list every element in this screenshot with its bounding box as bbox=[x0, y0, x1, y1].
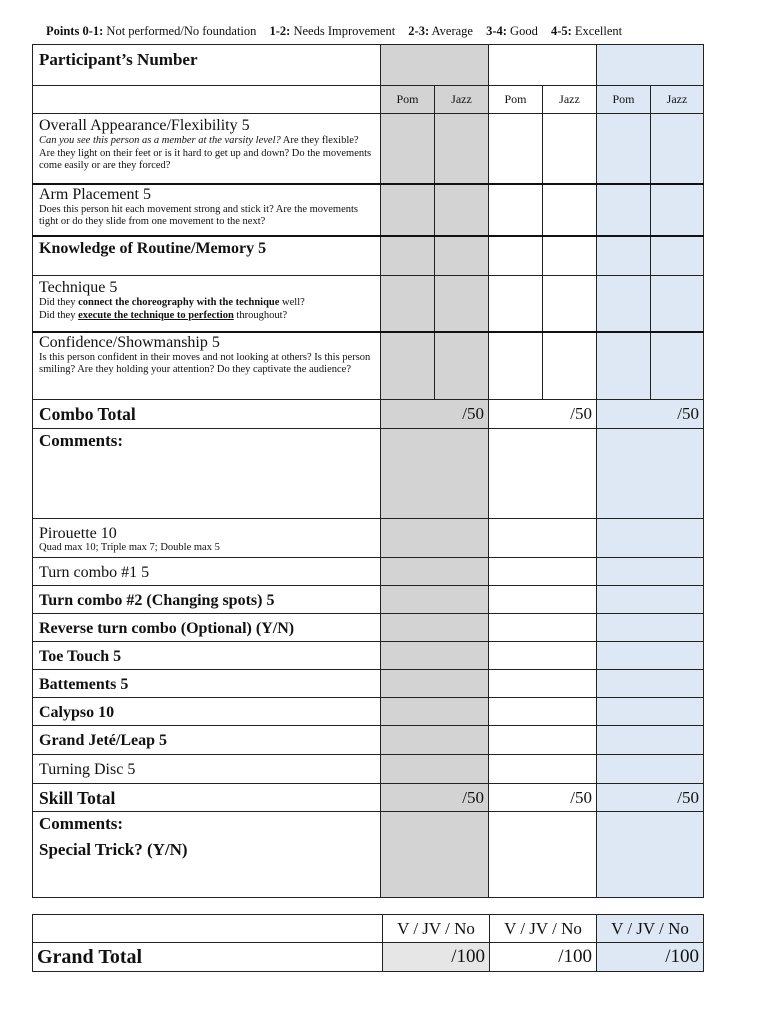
combo-total-label: Combo Total bbox=[33, 400, 381, 429]
skill-description: Quad max 10; Triple max 7; Double max 5 bbox=[39, 541, 220, 553]
skill-title: Calypso 10 bbox=[33, 698, 381, 726]
score-judge2-jazz[interactable] bbox=[543, 332, 597, 400]
score-judge2-jazz[interactable] bbox=[543, 236, 597, 276]
skill-total-row bbox=[33, 784, 704, 812]
skill-row-turn-combo-2 bbox=[33, 586, 704, 614]
criterion-description-line1: Did they connect the choreography with the technique well? bbox=[39, 297, 305, 308]
legend-text-1-2: Needs Improvement bbox=[290, 24, 396, 38]
score-judge2-pom[interactable] bbox=[489, 236, 543, 276]
combo-comments-judge1[interactable] bbox=[381, 429, 489, 519]
score-judge2-pom[interactable] bbox=[489, 332, 543, 400]
score-judge3-pom[interactable] bbox=[597, 114, 651, 184]
score-judge3-pom[interactable] bbox=[597, 184, 651, 236]
skill-title: Toe Touch 5 bbox=[33, 642, 381, 670]
score-judge1-jazz[interactable] bbox=[435, 276, 489, 332]
participant-number-row bbox=[33, 45, 704, 86]
skill-score-judge1[interactable] bbox=[381, 698, 489, 726]
score-judge3-jazz[interactable] bbox=[651, 184, 704, 236]
score-judge1-jazz[interactable] bbox=[435, 236, 489, 276]
criterion-row-technique bbox=[33, 276, 704, 332]
score-judge1-pom[interactable] bbox=[381, 184, 435, 236]
combo-comments-judge2[interactable] bbox=[489, 429, 597, 519]
legend-text-0-1: Not performed/No foundation bbox=[103, 24, 257, 38]
skill-score-judge1[interactable] bbox=[381, 558, 489, 586]
legend-key-4-5: 4-5: bbox=[550, 24, 572, 38]
judge3-pom-header: Pom bbox=[597, 86, 651, 114]
combo-comments-row bbox=[33, 429, 704, 519]
skill-score-judge2[interactable] bbox=[489, 670, 597, 698]
pom-jazz-header-row bbox=[33, 86, 704, 114]
score-judge1-jazz[interactable] bbox=[435, 184, 489, 236]
skill-score-judge1[interactable] bbox=[381, 586, 489, 614]
criterion-description: Does this person hit each movement strong and stick it? Are the movements tight or do they slide from one movement to the next? bbox=[39, 203, 359, 227]
final-comments-row bbox=[33, 812, 704, 898]
final-comments-label: Comments: bbox=[39, 814, 124, 833]
score-judge3-pom[interactable] bbox=[597, 236, 651, 276]
criterion-description-line2: Did they execute the technique to perfection throughout? bbox=[39, 309, 288, 321]
skill-total-judge3[interactable]: /50 bbox=[597, 784, 704, 812]
criterion-title: Knowledge of Routine/Memory 5 bbox=[39, 239, 267, 257]
skill-total-judge2[interactable]: /50 bbox=[489, 784, 597, 812]
criterion-row-knowledge bbox=[33, 236, 704, 276]
skill-title: Pirouette 10 bbox=[39, 524, 117, 542]
skill-score-judge3[interactable] bbox=[597, 519, 704, 558]
skill-score-judge3[interactable] bbox=[597, 755, 704, 784]
score-judge1-pom[interactable] bbox=[381, 332, 435, 400]
skill-total-judge1[interactable]: /50 bbox=[381, 784, 489, 812]
criterion-description: Is this person confident in their moves and not looking at others? Is this person smiling? Are they holding your attention? Do they captivate the audience? bbox=[39, 351, 371, 375]
criterion-title: Confidence/Showmanship 5 bbox=[39, 333, 220, 351]
skill-row-pirouette bbox=[33, 519, 704, 558]
skill-score-judge3[interactable] bbox=[597, 698, 704, 726]
score-judge1-pom[interactable] bbox=[381, 236, 435, 276]
grand-total-table bbox=[32, 914, 704, 972]
skill-score-judge3[interactable] bbox=[597, 614, 704, 642]
grand-total-judge1[interactable]: /100 bbox=[383, 943, 490, 972]
judge3-jazz-header: Jazz bbox=[651, 86, 704, 114]
skill-score-judge2[interactable] bbox=[489, 558, 597, 586]
skill-title: Turn combo #2 (Changing spots) 5 bbox=[33, 586, 381, 614]
skill-title: Reverse turn combo (Optional) (Y/N) bbox=[33, 614, 381, 642]
score-judge1-jazz[interactable] bbox=[435, 332, 489, 400]
participant-number-cell-judge3[interactable] bbox=[597, 45, 704, 86]
skill-score-judge1[interactable] bbox=[381, 519, 489, 558]
skill-row-toe-touch bbox=[33, 642, 704, 670]
skill-score-judge2[interactable] bbox=[489, 642, 597, 670]
team-level-judge1[interactable]: V / JV / No bbox=[383, 915, 490, 943]
skill-title: Grand Jeté/Leap 5 bbox=[33, 726, 381, 755]
score-judge3-pom[interactable] bbox=[597, 276, 651, 332]
combo-comments-label: Comments: bbox=[33, 429, 381, 519]
participant-number-label: Participant’s Number bbox=[39, 50, 198, 69]
combo-total-judge1[interactable]: /50 bbox=[381, 400, 489, 429]
criterion-row-arm-placement bbox=[33, 184, 704, 236]
final-comments-judge1[interactable] bbox=[381, 812, 489, 898]
judge2-jazz-header: Jazz bbox=[543, 86, 597, 114]
skill-score-judge1[interactable] bbox=[381, 614, 489, 642]
participant-number-cell-judge1[interactable] bbox=[381, 45, 489, 86]
skill-score-judge2[interactable] bbox=[489, 698, 597, 726]
skill-row-turn-combo-1 bbox=[33, 558, 704, 586]
criterion-row-overall-appearance bbox=[33, 114, 704, 184]
score-judge3-jazz[interactable] bbox=[651, 114, 704, 184]
skill-score-judge3[interactable] bbox=[597, 642, 704, 670]
skill-score-judge1[interactable] bbox=[381, 642, 489, 670]
skill-row-calypso bbox=[33, 698, 704, 726]
criterion-title: Arm Placement 5 bbox=[39, 185, 151, 203]
legend-key-0-1: Points 0-1: bbox=[46, 24, 104, 38]
grand-total-row bbox=[33, 943, 704, 972]
score-judge2-pom[interactable] bbox=[489, 276, 543, 332]
score-judge1-jazz[interactable] bbox=[435, 114, 489, 184]
grand-total-judge3[interactable]: /100 bbox=[597, 943, 704, 972]
skill-row-turning-disc bbox=[33, 755, 704, 784]
grand-total-label: Grand Total bbox=[33, 943, 383, 972]
team-level-judge2[interactable]: V / JV / No bbox=[490, 915, 597, 943]
score-judge2-pom[interactable] bbox=[489, 114, 543, 184]
score-judge3-jazz[interactable] bbox=[651, 276, 704, 332]
skill-title: Turning Disc 5 bbox=[33, 755, 381, 784]
team-level-row bbox=[33, 915, 704, 943]
team-level-blank bbox=[33, 915, 383, 943]
score-sheet-table bbox=[32, 44, 704, 898]
final-comments-judge2[interactable] bbox=[489, 812, 597, 898]
skill-score-judge3[interactable] bbox=[597, 586, 704, 614]
legend-key-3-4: 3-4: bbox=[486, 24, 507, 38]
skill-title: Turn combo #1 5 bbox=[33, 558, 381, 586]
skill-score-judge3[interactable] bbox=[597, 558, 704, 586]
skill-score-judge3[interactable] bbox=[597, 670, 704, 698]
skill-score-judge2[interactable] bbox=[489, 755, 597, 784]
score-judge2-jazz[interactable] bbox=[543, 184, 597, 236]
score-judge1-pom[interactable] bbox=[381, 114, 435, 184]
skill-score-judge2[interactable] bbox=[489, 726, 597, 755]
skill-total-label: Skill Total bbox=[33, 784, 381, 812]
scoring-legend bbox=[46, 24, 622, 39]
combo-total-judge2[interactable]: /50 bbox=[489, 400, 597, 429]
skill-score-judge1[interactable] bbox=[381, 670, 489, 698]
skill-score-judge2[interactable] bbox=[489, 614, 597, 642]
final-comments-judge3[interactable] bbox=[597, 812, 704, 898]
team-level-judge3[interactable]: V / JV / No bbox=[597, 915, 704, 943]
criterion-description: Can you see this person as a member at the varsity level? Are they flexible? Are they light on their feet or is it hard to get up and down? Do the movements come easily or are they forced? bbox=[39, 135, 372, 171]
skill-score-judge2[interactable] bbox=[489, 586, 597, 614]
skill-title: Battements 5 bbox=[33, 670, 381, 698]
criterion-row-confidence bbox=[33, 332, 704, 400]
grand-total-judge2[interactable]: /100 bbox=[490, 943, 597, 972]
legend-text-2-3: Average bbox=[429, 24, 473, 38]
legend-text-4-5: Excellent bbox=[571, 24, 623, 38]
criterion-title: Overall Appearance/Flexibility 5 bbox=[39, 117, 250, 134]
score-judge2-jazz[interactable] bbox=[543, 114, 597, 184]
judge1-pom-header: Pom bbox=[381, 86, 435, 114]
skill-score-judge3[interactable] bbox=[597, 726, 704, 755]
score-judge3-jazz[interactable] bbox=[651, 332, 704, 400]
score-judge2-pom[interactable] bbox=[489, 184, 543, 236]
special-trick-label: Special Trick? (Y/N) bbox=[39, 840, 188, 859]
score-judge3-pom[interactable] bbox=[597, 332, 651, 400]
score-judge2-jazz[interactable] bbox=[543, 276, 597, 332]
subheader-blank bbox=[33, 86, 381, 114]
score-judge3-jazz[interactable] bbox=[651, 236, 704, 276]
score-judge1-pom[interactable] bbox=[381, 276, 435, 332]
participant-number-cell-judge2[interactable] bbox=[489, 45, 597, 86]
skill-score-judge1[interactable] bbox=[381, 755, 489, 784]
legend-key-2-3: 2-3: bbox=[408, 24, 430, 38]
combo-comments-judge3[interactable] bbox=[597, 429, 704, 519]
skill-row-grand-jete bbox=[33, 726, 704, 755]
legend-key-1-2: 1-2: bbox=[269, 24, 291, 38]
skill-score-judge1[interactable] bbox=[381, 726, 489, 755]
legend-text-3-4: Good bbox=[506, 24, 538, 38]
skill-score-judge2[interactable] bbox=[489, 519, 597, 558]
combo-total-row bbox=[33, 400, 704, 429]
combo-total-judge3[interactable]: /50 bbox=[597, 400, 704, 429]
judge1-jazz-header: Jazz bbox=[435, 86, 489, 114]
skill-row-reverse-turn bbox=[33, 614, 704, 642]
criterion-title: Technique 5 bbox=[39, 279, 118, 296]
skill-row-battements bbox=[33, 670, 704, 698]
judge2-pom-header: Pom bbox=[489, 86, 543, 114]
